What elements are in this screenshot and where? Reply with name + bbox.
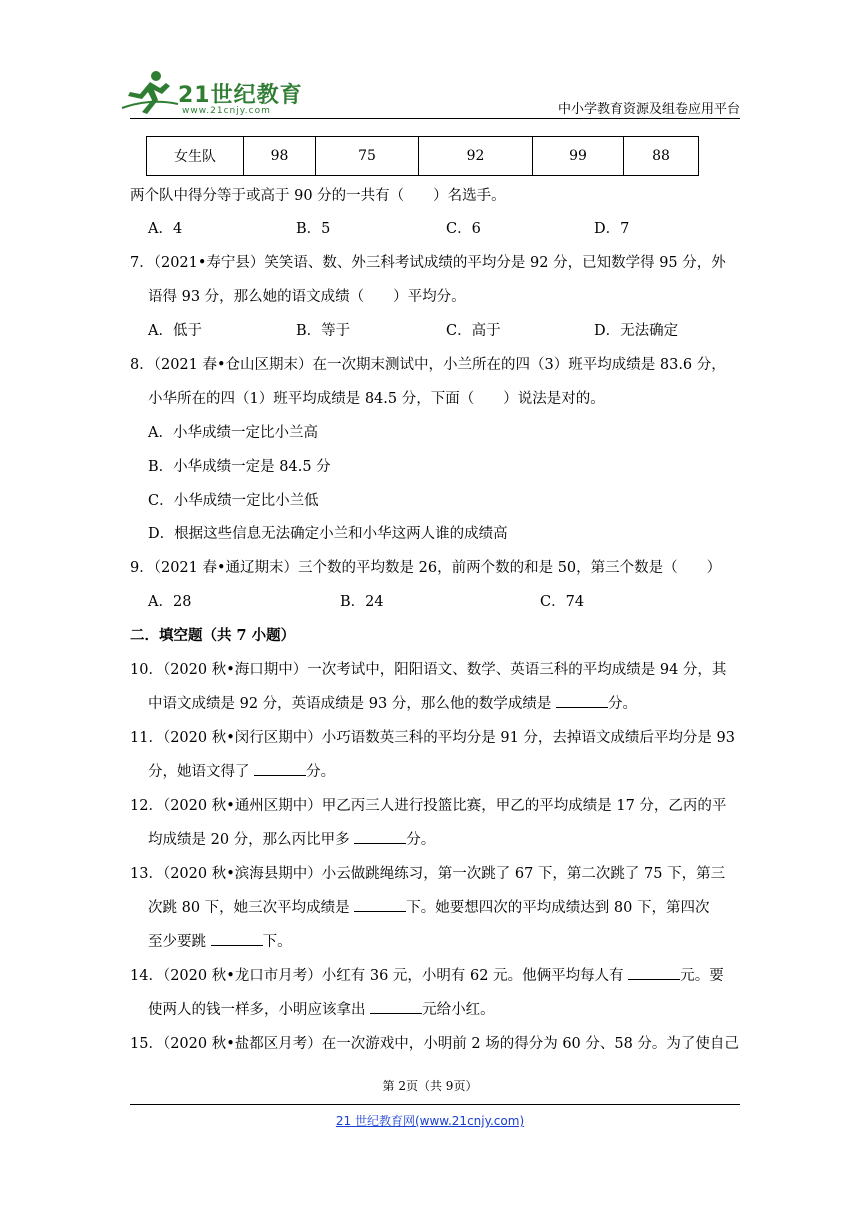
page-number: 第 2页（共 9页）: [382, 1079, 478, 1093]
text-segment: 至少要跳: [148, 934, 211, 950]
option-c: C．6: [446, 221, 481, 237]
table-row: [147, 137, 699, 176]
site-logo: [120, 68, 310, 116]
runner-icon: [120, 68, 180, 116]
option-d: D．无法确定: [594, 323, 679, 339]
table-cell: 99: [533, 137, 624, 176]
option-b: B．等于: [296, 323, 351, 339]
question-8-line-2: 小华所在的四（1）班平均成绩是 84.5 分，下面（ ）说法是对的。: [148, 391, 605, 407]
text-segment: 分，她语文得了: [148, 764, 255, 780]
option-d: D．7: [594, 221, 630, 237]
text-segment: 次跳 80 下，她三次平均成绩是: [148, 900, 355, 916]
option-b: B．小华成绩一定是 84.5 分: [148, 459, 331, 475]
question-11-line-2: [148, 760, 335, 781]
header-divider: [130, 118, 740, 119]
option-a: A．28: [148, 594, 192, 610]
page-header: [120, 60, 740, 120]
platform-title: 中小学教育资源及组卷应用平台: [557, 102, 740, 117]
question-10-line-1: 10．（2020 秋•海口期中）一次考试中，阳阳语文、数学、英语三科的平均成绩是 94 分，其: [130, 662, 727, 678]
question-stem: 两个队中得分等于或高于 90 分的一共有（ ）名选手。: [130, 188, 506, 204]
table-cell: 92: [419, 137, 533, 176]
question-10-line-2: [148, 692, 637, 713]
question-13-line-2: [148, 896, 709, 917]
answer-blank[interactable]: [354, 829, 406, 844]
text-segment: 下。: [262, 934, 292, 950]
text-segment: 分。: [406, 832, 436, 848]
option-a: A．小华成绩一定比小兰高: [148, 425, 318, 441]
question-9-line-1: 9．（2021 春•通辽期末）三个数的平均数是 26，前两个数的和是 50，第三个数是（ ）: [130, 560, 722, 576]
table-cell: 女生队: [147, 137, 244, 176]
text-segment: 元给小红。: [422, 1002, 495, 1018]
footer-link[interactable]: 21 世纪教育网(www.21cnjy.com): [335, 1114, 525, 1128]
question-11-line-1: 11．（2020 秋•闵行区期中）小巧语数英三科的平均分是 91 分，去掉语文成绩后平均分是 93: [130, 730, 735, 746]
footer-divider: [130, 1104, 740, 1105]
question-7-line-1: 7．（2021•寿宁县）笑笑语、数、外三科考试成绩的平均分是 92 分，已知数学得 95 分，外: [130, 255, 726, 271]
text-segment: 分。: [607, 696, 637, 712]
text-segment: 分。: [306, 764, 336, 780]
answer-blank[interactable]: [628, 965, 680, 980]
answer-blank[interactable]: [370, 999, 422, 1014]
text-segment: 中语文成绩是 92 分，英语成绩是 93 分，那么他的数学成绩是: [148, 696, 556, 712]
question-14-line-2: [148, 998, 495, 1019]
question-12-line-2: [148, 828, 435, 849]
score-table: [146, 136, 699, 176]
answer-blank[interactable]: [556, 693, 608, 708]
section-heading: 二．填空题（共 7 小题）: [130, 627, 296, 644]
question-8-line-1: 8．（2021 春•仓山区期末）在一次期末测试中，小兰所在的四（3）班平均成绩是 83.6 分，: [130, 357, 726, 373]
question-14-line-1: [130, 964, 724, 985]
table-cell: 98: [244, 137, 316, 176]
logo-text: 21世纪教育: [178, 83, 303, 108]
option-a: A．低于: [148, 323, 202, 339]
table-cell: 88: [624, 137, 699, 176]
question-12-line-1: 12．（2020 秋•通州区期中）甲乙丙三人进行投篮比赛，甲乙的平均成绩是 17 分，乙丙的平: [130, 798, 727, 814]
option-c: C．小华成绩一定比小兰低: [148, 493, 319, 509]
question-15-line-1: 15．（2020 秋•盐都区月考）在一次游戏中，小明前 2 场的得分为 60 分、58 分。为了使自己: [130, 1036, 739, 1052]
option-d: D．根据这些信息无法确定小兰和小华这两人谁的成绩高: [148, 526, 508, 542]
text-segment: 14．（2020 秋•龙口市月考）小红有 36 元，小明有 62 元。他俩平均每人有: [130, 968, 629, 984]
option-c: C．74: [540, 594, 585, 610]
option-b: B．5: [296, 221, 331, 237]
answer-blank[interactable]: [211, 931, 263, 946]
question-7-line-2: 语得 93 分，那么她的语文成绩（ ）平均分。: [148, 289, 466, 305]
table-cell: 75: [316, 137, 419, 176]
option-c: C．高于: [446, 323, 501, 339]
answer-blank[interactable]: [354, 897, 406, 912]
option-b: B．24: [340, 594, 384, 610]
text-segment: 元。要: [680, 968, 724, 984]
text-segment: 均成绩是 20 分，那么丙比甲多: [148, 832, 355, 848]
logo-subtext: www.21cnjy.com: [182, 106, 271, 116]
question-13-line-1: 13．（2020 秋•滨海县期中）小云做跳绳练习，第一次跳了 67 下，第二次跳了 75 下，第三: [130, 866, 726, 882]
question-13-line-3: [148, 930, 292, 951]
answer-blank[interactable]: [254, 761, 306, 776]
option-a: A．4: [148, 221, 183, 237]
text-segment: 使两人的钱一样多，小明应该拿出: [148, 1002, 371, 1018]
text-segment: 下。她要想四次的平均成绩达到 80 下，第四次: [406, 900, 710, 916]
